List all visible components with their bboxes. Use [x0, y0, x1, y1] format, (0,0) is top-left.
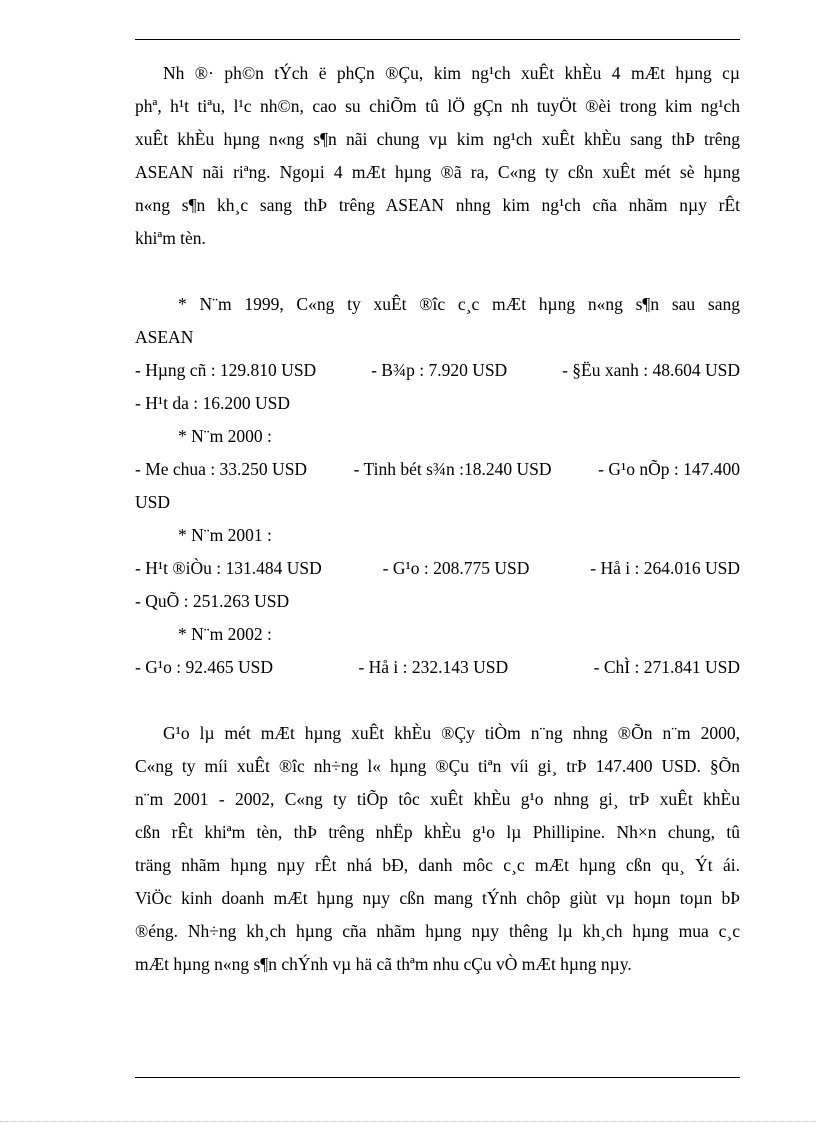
product-item: - Hå i : 264.016 USD	[590, 558, 740, 578]
section-heading: * N¨m 2001 :	[178, 525, 272, 545]
product-item: - ChÌ : 271.841 USD	[593, 657, 740, 677]
text-line: träng nhãm hµng nµy rÊt nhá bÐ, danh môc c¸c mÆt hµng cßn qu¸ Ýt ái.	[135, 855, 740, 875]
page-edge-divider	[0, 1121, 816, 1122]
paragraph-2	[135, 717, 740, 981]
footer-rule	[135, 1077, 740, 1078]
product-item: - G¹o nÕp : 147.400	[598, 459, 740, 479]
text-line: xuÊt khÈu hµng n«ng s¶n nãi chung vµ kim ng¹ch xuÊt khÈu sang thÞ trêng	[135, 129, 740, 149]
product-list-row	[135, 453, 740, 486]
text-line: USD	[135, 492, 171, 512]
text-line: mÆt hµng n«ng s¶n chÝnh vµ hä cã thªm nhu cÇu vÒ mÆt hµng nµy.	[135, 954, 632, 974]
text-line: C«ng ty míi xuÊt ®îc nh÷ng l« hµng ®Çu tiªn víi gi¸ trÞ 147.400 USD. §Õn	[135, 756, 740, 776]
text-line: cßn rÊt khiªm tèn, thÞ trêng nhËp khÈu g¹o lµ Phillipine. Nh×n chung, tû	[135, 822, 740, 842]
product-item: - H¹t da : 16.200 USD	[135, 393, 290, 413]
text-line: ASEAN nãi riªng. Ngoµi 4 mÆt hµng ®ã ra, C«ng ty cßn xuÊt mét sè hµng	[135, 162, 740, 182]
text-line: n«ng s¶n kh¸c sang thÞ trêng ASEAN nhng kim ng¹ch cña nhãm nµy rÊt	[135, 195, 740, 215]
text-line: G¹o lµ mét mÆt hµng xuÊt khÈu ®Çy tiÒm n¨ng nhng ®Õn n¨m 2000,	[163, 723, 740, 743]
product-item: - B¾p : 7.920 USD	[371, 360, 508, 380]
product-item: - H¹t ®iÒu : 131.484 USD	[135, 558, 322, 578]
section-heading: * N¨m 1999, C«ng ty xuÊt ®îc c¸c mÆt hµng n«ng s¶n sau sang	[178, 294, 740, 314]
text-line: Nh ®· ph©n tÝch ë phÇn ®Çu, kim ng¹ch xuÊt khÈu 4 mÆt hµng cµ	[163, 63, 740, 83]
product-item: - Hµng cñ : 129.810 USD	[135, 360, 317, 380]
section-2001	[135, 519, 740, 618]
section-2000	[135, 420, 740, 519]
text-line: ASEAN	[135, 327, 194, 347]
page-body	[135, 57, 740, 981]
product-item: - Tinh bét s¾n :18.240 USD	[353, 459, 552, 479]
text-line: n¨m 2001 - 2002, C«ng ty tiÕp tôc xuÊt khÈu g¹o nhng gi¸ trÞ xuÊt khÈu	[135, 789, 740, 809]
section-1999	[135, 288, 740, 420]
product-list-row	[135, 552, 740, 585]
section-2002	[135, 618, 740, 684]
text-line: phª, h¹t tiªu, l¹c nh©n, cao su chiÕm tû lÖ gÇn nh tuyÖt ®èi trong kim ng¹ch	[135, 96, 740, 116]
header-rule	[135, 39, 740, 40]
text-line: ®éng. Nh÷ng kh¸ch hµng cña nhãm hµng nµy thêng lµ kh¸ch hµng mua c¸c	[135, 921, 740, 941]
product-item: - §Ëu xanh : 48.604 USD	[562, 360, 740, 380]
paragraph-1	[135, 57, 740, 255]
paragraph-gap	[135, 684, 740, 717]
product-item: - G¹o : 208.775 USD	[382, 558, 530, 578]
text-line: khiªm tèn.	[135, 228, 206, 248]
product-item: - Me chua : 33.250 USD	[135, 459, 308, 479]
product-item: - Hå i : 232.143 USD	[358, 657, 509, 677]
product-list-row	[135, 354, 740, 387]
paragraph-gap	[135, 255, 740, 288]
text-line: ViÖc kinh doanh mÆt hµng nµy cßn mang tÝnh chôp giùt vµ hoµn toµn bÞ	[135, 888, 740, 908]
section-heading: * N¨m 2000 :	[178, 426, 272, 446]
product-item: - G¹o : 92.465 USD	[135, 657, 273, 677]
product-item: - QuÕ : 251.263 USD	[135, 591, 290, 611]
section-heading: * N¨m 2002 :	[178, 624, 272, 644]
product-list-row	[135, 651, 740, 684]
